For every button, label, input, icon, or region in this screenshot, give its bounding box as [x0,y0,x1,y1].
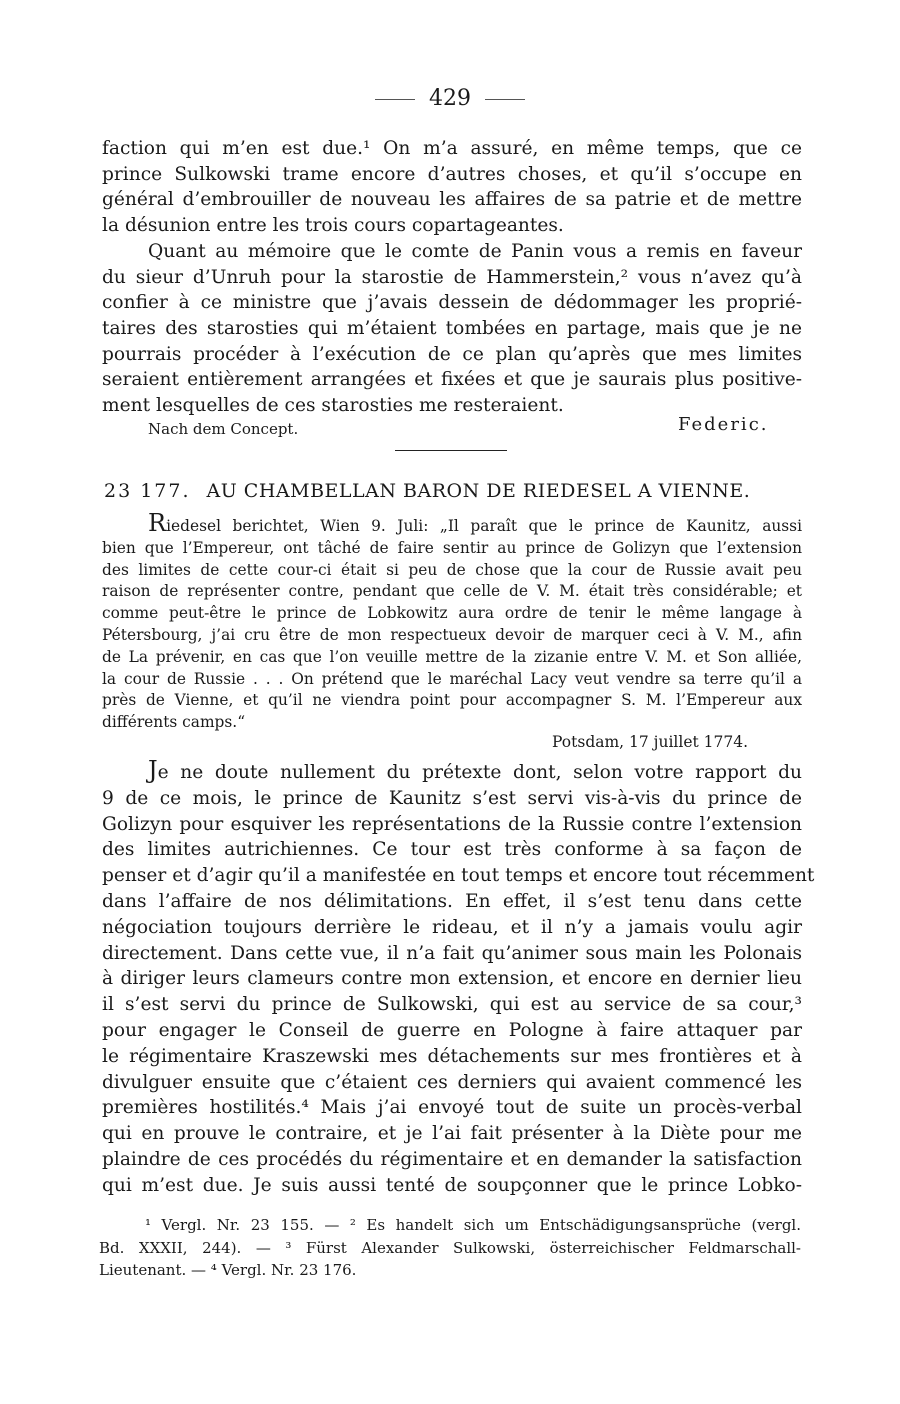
text-line: négociation toujours derrière le rideau, et il n’y a jamais voulu agir [102,916,802,938]
text-line: la désunion entre les trois cours copartageantes. [102,215,564,237]
text-line: divulguer ensuite que c’étaient ces derniers qui avaient commencé les [102,1071,802,1093]
text-line: dans l’affaire de nos délimitations. En effet, il s’est tenu dans cette [102,890,802,912]
text-line: à diriger leurs clameurs contre mon extension, et encore en dernier lieu [102,968,802,990]
letter-heading [104,480,800,502]
section-divider [395,450,507,451]
signature: Federic. [678,414,769,435]
text-line: premières hostilités.⁴ Mais j’ai envoyé tout de suite un procès-verbal [102,1097,802,1119]
text-line: ment lesquelles de ces starosties me resteraient. [102,395,564,417]
text-line: général d’embrouiller de nouveau les affaires de sa patrie et de mettre [102,189,802,211]
text-line: des limites autrichiennes. Ce tour est très conforme à sa façon de [102,839,802,861]
text-line-body: iedesel berichtet, Wien 9. Juli: „Il paraît que le prince de Kaunitz, aussi [166,517,802,535]
text-line: qui m’est due. Je suis aussi tenté de soupçonner que le prince Lobko- [102,1174,802,1196]
letter-initial: J [148,756,158,784]
text-line: taires des starosties qui m’étaient tombées en partage, mais que je ne [102,317,802,339]
text-line [102,756,802,786]
text-line: différents camps.“ [102,713,246,732]
text-line: comme peut-être le prince de Lobkowitz aura ordre de tenir le même langage à [102,604,802,623]
report-initial: R [148,509,167,537]
text-line: plaindre de ces procédés du régimentaire et en demander la satisfaction [102,1148,802,1170]
text-line: il s’est servi du prince de Sulkowski, qui est au service de sa cour,³ [102,994,802,1016]
text-line: du sieur d’Unruh pour la starostie de Hammerstein,² vous n’avez qu’à [102,266,802,288]
footnote-line: Lieutenant. — ⁴ Vergl. Nr. 23 176. [99,1261,357,1279]
page-number-dash-right [485,99,525,100]
text-line: le régimentaire Kraszewski mes détachements sur mes frontières et à [102,1045,802,1067]
report-summary [102,509,802,734]
text-line: qui en prouve le contraire, et je l’ai fait présenter à la Diète pour me [102,1123,802,1145]
page-number [0,86,900,111]
text-line: prince Sulkowski trame encore d’autres choses, et qu’il s’occupe en [102,163,802,185]
text-line: Golizyn pour esquiver les représentations de la Russie contre l’extension [102,813,802,835]
footnote-line: ¹ Vergl. Nr. 23 155. — ² Es handelt sich um Entschädigungsansprüche (vergl. [145,1216,801,1234]
text-line: pour engager le Conseil de guerre en Pologne à faire attaquer par [102,1019,802,1041]
dateline: Potsdam, 17 juillet 1774. [552,733,749,751]
text-line [102,509,802,538]
text-line: 9 de ce mois, le prince de Kaunitz s’est servi vis-à-vis du prince de [102,787,802,809]
footnotes [99,1214,801,1282]
text-line: bien que l’Empereur, ont tâché de faire sentir au prince de Golizyn que l’extension [102,538,802,557]
text-line: près de Vienne, et qu’il ne viendra point pour accompagner S. M. l’Empereur aux [102,691,802,710]
text-line-body: e ne doute nullement du prétexte dont, selon votre rapport du [157,762,802,783]
text-line: penser et d’agir qu’il a manifestée en tout temps et encore tout récemment [102,865,815,887]
text-line: Quant au mémoire que le comte de Panin vous a remis en faveur [148,240,802,262]
text-line: de La prévenir, en cas que l’on veuille mettre de la zizanie entre V. M. et Son alliée, [102,647,802,666]
text-line: seraient entièrement arrangées et fixées et que je saurais plus positive- [102,369,802,391]
text-line: raison de représenter contre, pendant que celle de V. M. était très considérable; et [102,582,802,601]
page-number-dash-left [375,99,415,100]
letter-body [102,756,815,1199]
source-note: Nach dem Concept. [148,420,299,438]
page-number-text: 429 [429,86,471,111]
letter-number: 23 177. [104,480,191,502]
text-line: directement. Dans cette vue, il n’a fait qu’animer sous main les Polonais [102,942,802,964]
text-line: pourrais procéder à l’exécution de ce plan qu’après que mes limites [102,343,802,365]
footnote-line: Bd. XXXII, 244). — ³ Fürst Alexander Sulkowski, österreichischer Feldmarschall- [99,1238,801,1257]
text-line: des limites de cette cour-ci était si peu de chose que la cour de Russie avait peu [102,560,802,579]
text-line: la cour de Russie . . . On prétend que le maréchal Lacy veut vendre sa terre qu’il a [102,669,802,688]
text-line: Pétersbourg, j’ai cru être de mon respectueux devoir de marquer ceci à V. M., afin [102,625,802,644]
text-line: confier à ce ministre que j’avais dessein de dédommager les proprié- [102,292,802,314]
letter-title: AU CHAMBELLAN BARON DE RIEDESEL A VIENNE. [206,480,751,502]
previous-letter-text [102,136,802,419]
text-line: faction qui m’en est due.¹ On m’a assuré, en même temps, que ce [102,138,802,159]
